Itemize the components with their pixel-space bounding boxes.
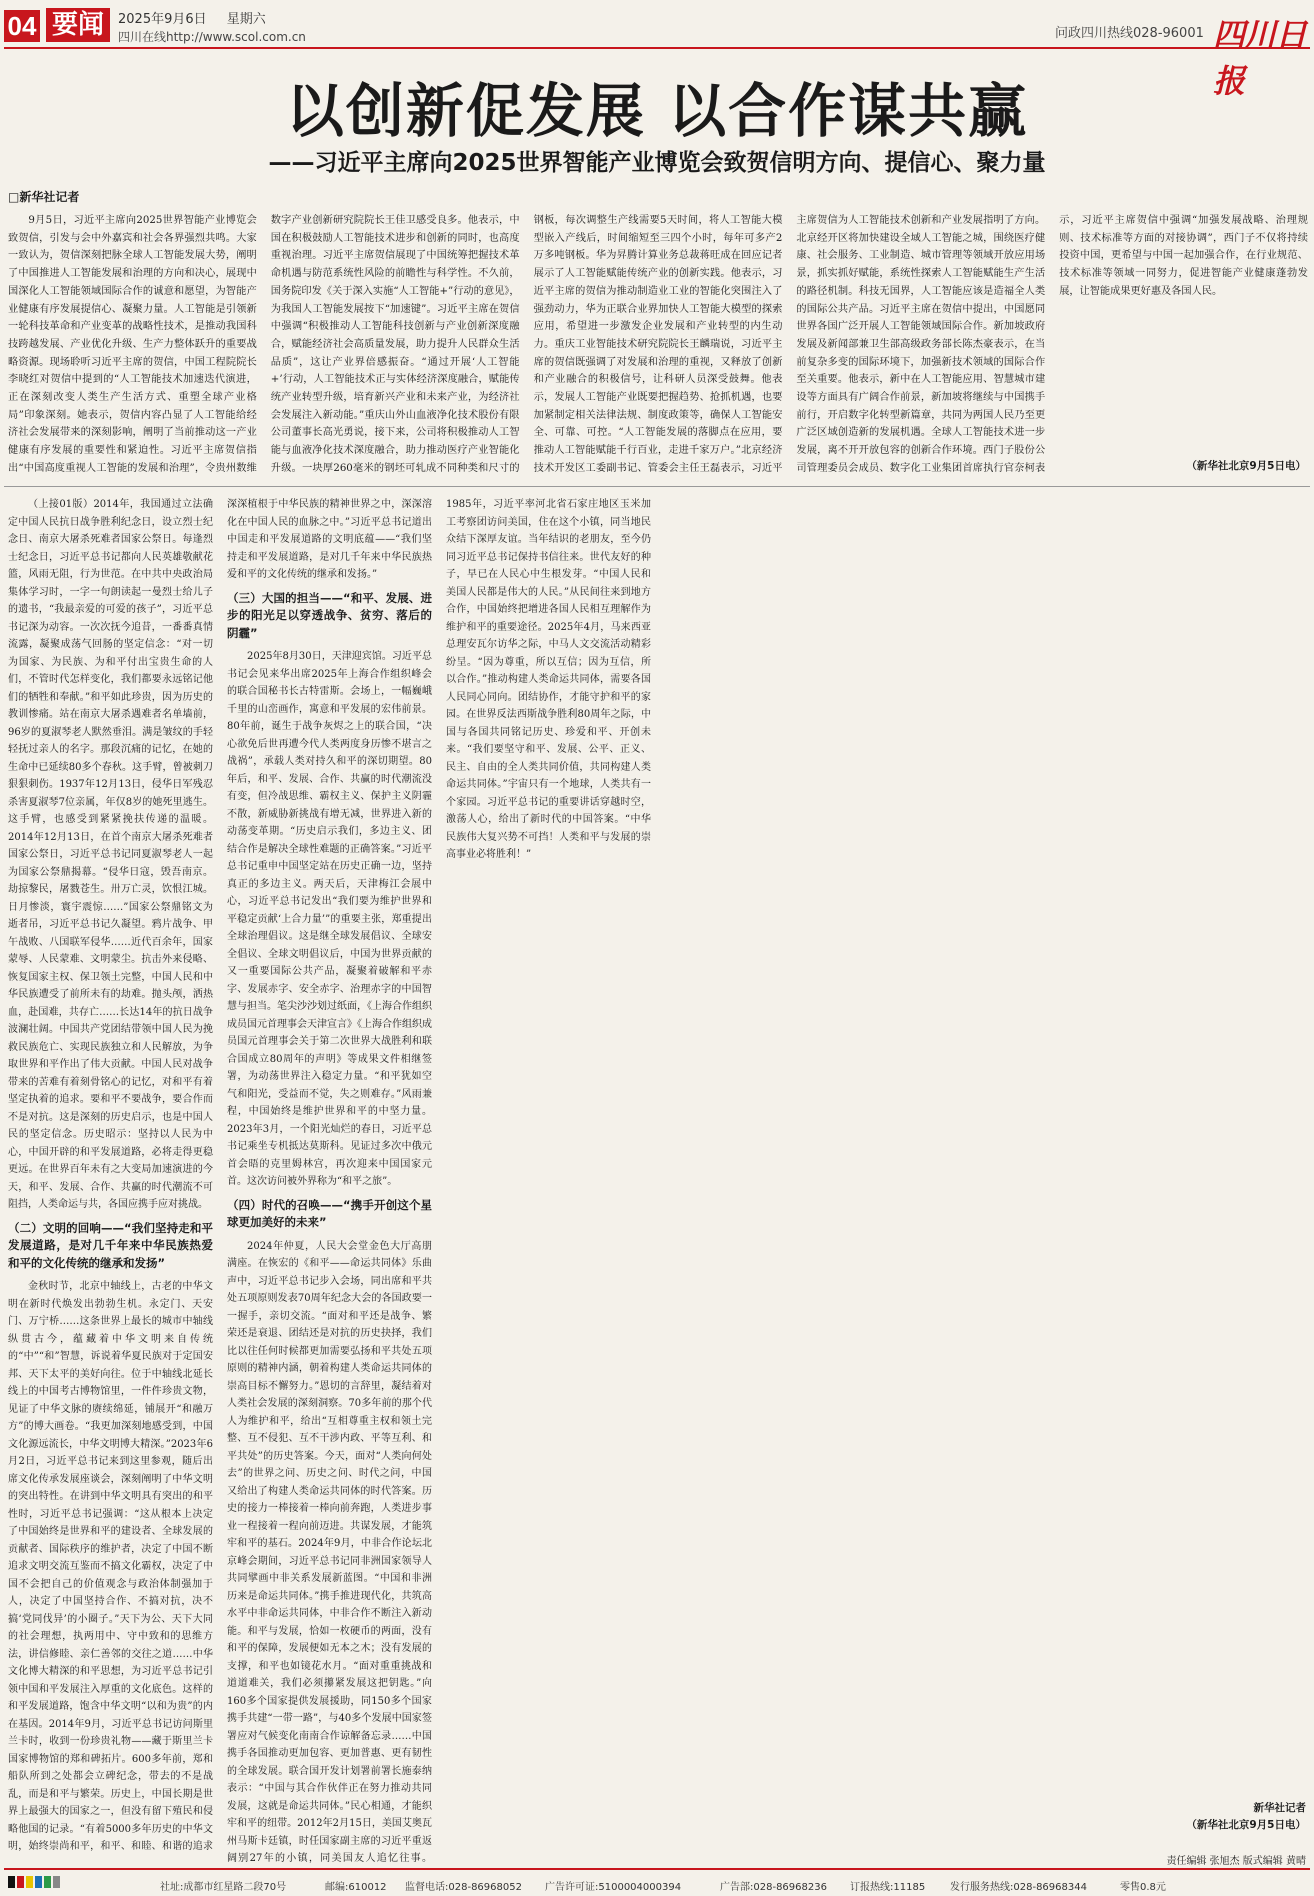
footer-address: 社址:成都市红星路二段70号 [160, 1882, 287, 1893]
continued-article-columns [8, 496, 1308, 1868]
footer-supervision: 监督电话:028-86968052 [405, 1882, 522, 1893]
headline: 以创新促发展 以合作谋共赢 [285, 77, 1029, 145]
section-heading-4: （四）时代的召唤——“携手开创这个星球更加美好的未来” [227, 1197, 432, 1229]
section-heading-2: （二）文明的回响——“我们坚持走和平发展道路，是对几千年来中华民族热爱和平的文化传统的继承和发扬” [8, 1220, 213, 1270]
site-url[interactable]: 四川在线http://www.scol.com.cn [118, 30, 306, 44]
footer-ad-phone: 广告部:028-86968236 [720, 1882, 827, 1893]
lead-article-text: 9月5日，习近平主席向2025世界智能产业博览会致贺信，引发与会中外嘉宾和社会各界强烈共鸣。大家一致认为，贺信深刻把脉全球人工智能发展大势，阐明了中国推进人工智能发展和治理的方向和决心，展现中国深化人工智能领域国际合作的诚意和愿望，为智能产业健康有序发展提信心、凝聚力量。人工智能是引领新一轮科技革命和产业变革的战略性技术，是推动我国科技跨越发展、产业优化升级、生产力整体跃升的重要战略资源。现场聆听习近平主席的贺信，中国工程院院长李晓红对贺信中提到的“人工智能技术加速迭代演进，正在深刻改变人类生产生活方式、重塑全球产业格局”印象深刻。她表示，贺信内容凸显了人工智能给经济社会发展带来的深刻影响，阐明了当前推动这一产业健康有序发展的重要性和紧迫性。习近平主席贺信指出“中国高度重视人工智能的发展和治理”，令贵州数维数字产业创新研究院院长王佳卫感受良多。他表示，中国在积极鼓励人工智能技术进步和创新的同时，也高度重视治理。习近平主席贺信展现了中国统筹把握技术革命机遇与防范系统性风险的前瞻性与科学性。不久前，国务院印发《关于深入实施“人工智能+”行动的意见》，为我国人工智能发展按下“加速键”。习近平主席在贺信中强调“积极推动人工智能科技创新与产业创新深度融合，赋能经济社会高质量发展，助力提升人民群众生活品质”，这让产业界倍感振奋。“通过开展‘人工智能+’行动，人工智能技术正与实体经济深度融合，赋能传统产业转型升级，培育新兴产业和未来产业，为经济社会发展注入新动能。”重庆山外山血液净化技术股份有限公司董事长高光勇说，接下来，公司将积极推动人工智能与血液净化技术深度融合，助力推动医疗产业智能化升级。一块厚260毫米的钢坯可轧成不同种类和尺寸的钢板，每次调整生产线需要5天时间，将人工智能大模型嵌入产线后，时间缩短至三四个小时，每年可多产2万多吨钢板。华为昇腾计算业务总裁蒋旺成在回应记者展示了人工智能赋能传统产业的创新实践。他表示，习近平主席的贺信为推动制造业工业的智能化突围注入了强劲动力，华为正联合业界加快人工智能大模型的探索应用，希望进一步激发企业发展和产业转型的内生动力。重庆工业智能技术研究院院长王麟瑞说，习近平主席的贺信既强调了对发展和治理的重视，又释放了创新和产业融合的积极信号，让科研人员深受鼓舞。他表示，发展人工智能产业既要把握趋势、抢抓机遇，也要加紧制定相关法律法规、制度政策等，确保人工智能安全、可靠、可控。“人工智能发展的落脚点在应用，要推动人工智能赋能千行百业，走进千家万户。”北京经济技术开发区工委副书记、管委会主任王磊表示，习近平主席贺信为人工智能技术创新和产业发展指明了方向。北京经开区将加快建设全域人工智能之城，围绕医疗健康、社会服务、工业制造、城市管理等领域开放应用场景，抓实抓好赋能，系统性探索人工智能赋能生产生活的路径机制。科技无国界，人工智能应该是造福全人类的国际公共产品。习近平主席在贺信中提出，中国愿同世界各国广泛开展人工智能领域国际合作。新加坡政府发展及新闻部兼卫生部高级政务部长陈杰豪表示，在当前复杂多变的国际环境下，加强新技术领域的国际合作至关重要。他表示，新中在人工智能应用、智慧城市建设等方面具有广阔合作前景，新加坡将继续与中国携手前行，开启数字化转型新篇章，共同为两国人民乃至更广泛区域创造新的发展机遇。全球人工智能技术进一步发展，离不开开放包容的创新合作环境。西门子股份公司管理委员会成员、数字化工业集团首席执行官奈柯表示，习近平主席贺信中强调“加强发展战略、治理规则、技术标准等方面的对接协调”，西门子不仅将持续投资中国，更希望与中国一起加强合作，在行业规范、技术标准等领域一同努力，促进智能产业健康蓬勃发展，让智能成果更好惠及各国人民。 [8, 215, 1308, 474]
masthead-logo: 四川日报 [1213, 16, 1307, 100]
continued-intro: （上接01版）2014年，我国通过立法确定中国人民抗日战争胜利纪念日，设立烈士纪念日、南京大屠杀死难者国家公祭日。每逢烈士纪念日，习近平总书记都向人民英雄敬献花篮，风雨无阻，行为世范。在中共中央政治局集体学习时，一字一句朗读起一曼烈士给儿子的遗书，“我最亲爱的可爱的孩子”，习近平总书记深为动容。一次次抚今追昔，一番番真情流露，凝聚成荡气回肠的坚定信念：“对一切为国家、为民族、为和平付出宝贵生命的人们，不管时代怎样变化，我们都要永远铭记他们的牺牲和奉献。”和平如此珍贵，因为历史的教训惨痛。站在南京大屠杀遇难者名单墙前，96岁的夏淑琴老人默然垂泪。满是皱纹的手轻轻抚过亲人的名字。那段沉痛的记忆，在她的生命中已延续80多个春秋。这手臂，曾被刺刀狠狠刺伤。1937年12月13日，侵华日军残忍杀害夏淑琴7位亲属，年仅8岁的她死里逃生。这手臂，也感受到紧紧挽扶传递的温暖。2014年12月13日，在首个南京大屠杀死难者国家公祭日，习近平总书记同夏淑琴老人一起为国家公祭鼎揭幕。“侵华日寇，毁吾南京。劫掠黎民，屠戮苍生。卅万亡灵，饮恨江城。日月惨淡，寰宇震惊……”国家公祭鼎铭文为逝者吊，习近平总书记久凝望。鸦片战争、甲午战败、八国联军侵华……近代百余年，国家蒙辱、人民蒙难、文明蒙尘。抗击外来侵略、恢复国家主权、保卫领土完整，中国人民和中华民族遭受了前所未有的劫难。抛头颅，洒热血，赴国难，共存亡……长达14年的抗日战争波澜壮阔。中国共产党团结带领中国人民为挽救民族危亡、实现民族独立和人民解放，为争取世界和平作出了伟大贡献。中国人民对战争带来的苦难有着刻骨铭心的记忆，对和平有着坚定执着的追求。要和平不要战争，要合作而不是对抗。这是深刻的历史启示，也是中国人民的坚定信念。历史昭示：坚持以人民为中心，中国开辟的和平发展道路，必将走得更稳更远。在世界百年未有之大变局加速演进的今天，和平、发展、合作、共赢的时代潮流不可阻挡，人类命运与共，各国应携手应对挑战。 [8, 499, 213, 1210]
issue-date [118, 8, 282, 27]
byline: □新华社记者 [8, 190, 80, 204]
section-name: 要闻 [46, 8, 110, 42]
footer [0, 1872, 1314, 1896]
reporter-credit: 新华社记者 [1253, 1802, 1306, 1814]
footer-price: 零售0.8元 [1120, 1882, 1166, 1893]
section-3-text: 2025年8月30日，天津迎宾馆。习近平总书记会见来华出席2025年上海合作组织峰会的联合国秘书长古特雷斯。会场上，一幅巍峨千里的山峦画作，寓意和平发展的宏伟前景。80年前，诞生于战争灰烬之上的联合国，“决心欲免后世再遭今代人类两度身历惨不堪言之战祸”，承载人类对持久和平的深切期望。80年后，和平、发展、合作、共赢的时代潮流没有变，但冷战思维、霸权主义、保护主义阴霾不散，新威胁新挑战有增无减，世界进入新的动荡变革期。“历史启示我们，多边主义、团结合作是解决全球性难题的正确答案。”习近平总书记重申中国坚定站在历史正确一边，坚持真正的多边主义。两天后，天津梅江会展中心，习近平总书记发出“我们要为维护世界和平稳定贡献‘上合力量’”的重要主张，郑重提出全球治理倡议。这是继全球发展倡议、全球安全倡议、全球文明倡议后，中国为世界贡献的又一重要国际公共产品，凝聚着破解和平赤字、发展赤字、安全赤字、治理赤字的中国智慧与担当。笔尖沙沙划过纸面，《上海合作组织成员国元首理事会天津宣言》《上海合作组织成员国元首理事会关于第二次世界大战胜利和联合国成立80周年的声明》等成果文件相继签署，为动荡世界注入稳定力量。“和平犹如空气和阳光，受益而不觉，失之则难存。”风雨兼程，中国始终是维护世界和平的中坚力量。2023年3月，一个阳光灿烂的春日，习近平总书记乘坐专机抵达莫斯科。见证过多次中俄元首会晤的克里姆林宫，再次迎来中国国家元首。这次访问被外界称为“和平之旅”。 [227, 651, 432, 1187]
footer-subscribe: 订报热线:11185 [850, 1882, 926, 1893]
page-number: 04 [4, 10, 40, 42]
lead-dateline: （新华社北京9月5日电） [1100, 458, 1306, 473]
weekday: 星期六 [226, 12, 266, 27]
footer-distribution: 发行服务热线:028-86968344 [950, 1882, 1087, 1893]
footer-ad-license: 广告许可证:5100004000394 [545, 1882, 682, 1893]
sub-headline: ——习近平主席向2025世界智能产业博览会致贺信明方向、提信心、聚力量 [268, 150, 1046, 176]
footer-rule [4, 1868, 1310, 1870]
section-divider [4, 486, 1310, 487]
lead-article-columns [8, 212, 1308, 478]
section-heading-3: （三）大国的担当——“和平、发展、进步的阳光足以穿透战争、贫穷、落后的阴霾” [227, 590, 432, 640]
footer-postcode: 邮编:610012 [325, 1882, 387, 1893]
continued-dateline: （新华社北京9月5日电） [1186, 1819, 1306, 1831]
editors-credit: 责任编辑 张旭杰 版式编辑 黄晴 [1050, 1852, 1306, 1867]
page-header [0, 0, 1314, 100]
continued-credit [1100, 1800, 1306, 1834]
section-4-text: 2024年仲夏，人民大会堂金色大厅高朋满座。在恢宏的《和平——命运共同体》乐曲声中，习近平总书记步入会场，同出席和平共处五项原则发表70周年纪念大会的各国政要一一握手，亲切交流。“面对和平还是战争、繁荣还是衰退、团结还是对抗的历史抉择，我们比以往任何时候都更加需要弘扬和平共处五项原则的精神内涵，朝着构建人类命运共同体的崇高目标不懈努力。”恩切的言辞里，凝结着对人类社会发展的深刻洞察。70多年前的那个代人为维护和平，给出“互相尊重主权和领土完整、互不侵犯、互不干涉内政、平等互利、和平共处”的历史答案。今天，面对“人类向何处去”的世界之问、历史之问、时代之问，中国又给出了构建人类命运共同体的时代答案。历史的接力一棒接着一棒向前奔跑，人类进步事业一程接着一程向前迈进。共谋发展，才能筑牢和平的基石。2024年9月，中非合作论坛北京峰会期间，习近平总书记同非洲国家领导人共同擘画中非关系发展新蓝图。“中国和非洲历来是命运共同体。”携手推进现代化，共筑高水平中非命运共同体，中非合作不断注入新动能。和平与发展，恰如一枚硬币的两面，没有和平的保障，发展便如无本之木；没有发展的支撑，和平也如镜花水月。“面对重重挑战和道道难关，我们必须攥紧发展这把钥匙。”向160多个国家提供发展援助，同150多个国家携手共建“一带一路”，与40多个发展中国家签署应对气候变化南南合作谅解备忘录……中国携手各国推动更加包容、更加普惠、更有韧性的全球发展。联合国开发计划署前署长施泰纳表示：“中国与其合作伙伴正在努力推动共同发展，这就是命运共同体。”民心相通，才能织牢和平的纽带。2012年2月15日，美国艾奥瓦州马斯卡廷镇，时任国家副主席的习近平重返阔别27年的小镇，同美国友人追忆往事。1985年，习近平率河北省石家庄地区玉米加工考察团访问美国，住在这个小镇，同当地民众结下深厚友谊。当年结识的老朋友，至今仍同习近平总书记保持书信往来。世代友好的种子，早已在人民心中生根发芽。“中国人民和美国人民都是伟大的人民。”从民间往来到地方合作，中国始终把增进各国人民相互理解作为维护和平的重要途径。2025年4月，马来西亚总理安瓦尔访华之际，中马人文交流活动精彩纷呈。“因为尊重，所以互信；因为互信，所以合作。”推动构建人类命运共同体，需要各国人民同心同向。团结协作，才能守护和平的家园。在世界反法西斯战争胜利80周年之际，中国与各国共同铭记历史、珍爱和平、开创未来。“我们要坚守和平、发展、公平、正义、民主、自由的全人类共同价值，共同构建人类命运共同体。”宇宙只有一个地球，人类共有一个家园。习近平总书记的重要讲话穿越时空，激荡人心，给出了新时代的中国答案。“中华民族伟大复兴势不可挡！人类和平与发展的崇高事业必将胜利！” [227, 499, 651, 1864]
hotline: 问政四川热线028-96001 [1055, 26, 1204, 41]
date: 2025年9月6日 [118, 12, 207, 27]
section-2-text: 金秋时节，北京中轴线上，古老的中华文明在新时代焕发出勃勃生机。永定门、天安门、万宁桥……这条世界上最长的城市中轴线纵贯古今，蕴藏着中华文明来自传统的“中”“和”智慧，诉说着华夏民族对于定国安邦、天下太平的美好向往。位于中轴线北延长线上的中国考古博物馆里，一件件珍贵文物，见证了中华文脉的赓续绵延，铺展开“和融万方”的博大画卷。“我更加深刻地感受到，中国文化源远流长，中华文明博大精深。”2023年6月2日，习近平总书记来到这里参观，随后出席文化传承发展座谈会，深刻阐明了中华文明的突出特性。在讲到中华文明具有突出的和平性时，习近平总书记强调：“这从根本上决定了中国始终是世界和平的建设者、全球发展的贡献者、国际秩序的维护者，决定了中国不断追求文明交流互鉴而不搞文化霸权，决定了中国不会把自己的价值观念与政治体制强加于人，决定了中国坚持合作、不搞对抗，决不搞‘党同伐异’的小圈子。”天下为公、天下大同的社会理想，执两用中、守中致和的思维方法，讲信修睦、亲仁善邻的交往之道……中华文化博大精深的和平思想，为习近平总书记引领中国和平发展注入厚重的文化底色。这样的和平发展道路，饱含中华文明“以和为贵”的内在基因。2014年9月，习近平总书记访问斯里兰卡时，收到一份珍贵礼物——藏于斯里兰卡国家博物馆的郑和碑拓片。600多年前，郑和船队所到之处都会立碑纪念，带去的不是战乱，而是和平与繁荣。历史上，中国长期是世界上最强大的国家之一，但没有留下殖民和侵略他国的记录。“有着5000多年历史的中华文明，始终崇尚和平，和平、和睦、和谐的追求深深植根于中华民族的精神世界之中，深深溶化在中国人民的血脉之中。”习近平总书记道出中国走和平发展道路的文明底蕴——“我们坚持走和平发展道路，是对几千年来中华民族热爱和平的文化传统的继承和发扬。” [8, 499, 432, 1852]
header-rule [4, 47, 1310, 49]
